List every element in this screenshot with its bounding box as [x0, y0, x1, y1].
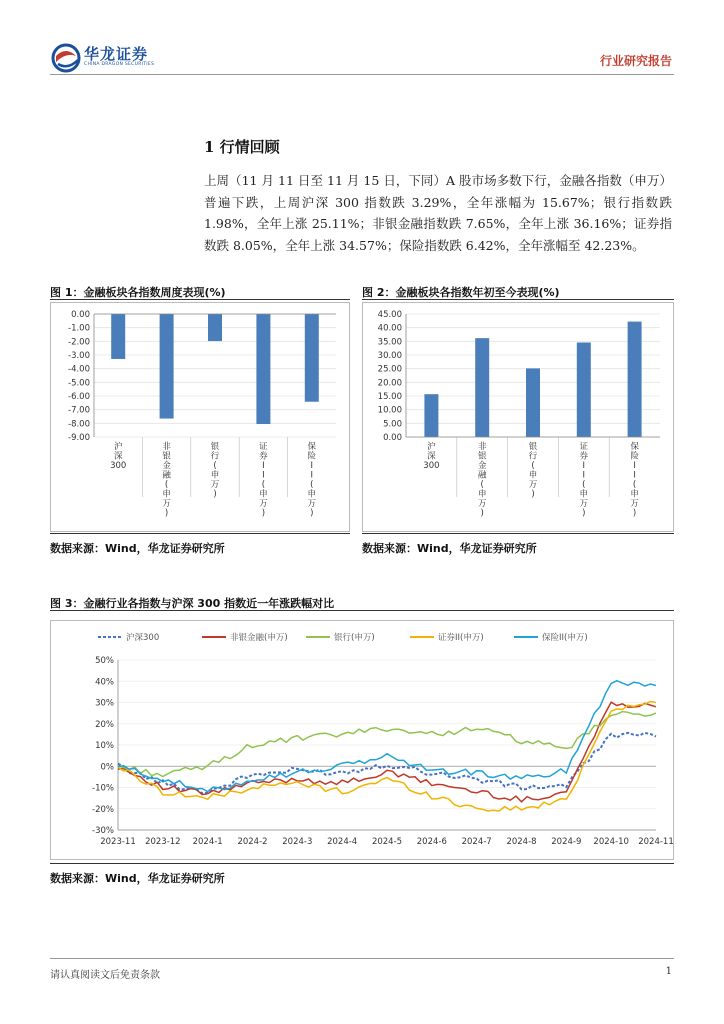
- y-tick-label: 20.00: [377, 378, 402, 389]
- y-tick-label: -7.00: [68, 405, 90, 416]
- fig1-bottom-rule: [50, 533, 350, 534]
- bar: [577, 343, 591, 437]
- fig1-chart: [50, 302, 350, 532]
- y-tick-label: -3.00: [68, 351, 90, 361]
- x-category-label: 证券 I I (申万): [259, 442, 268, 519]
- x-category-label: 沪深 300: [110, 442, 127, 471]
- fig3-bottom-rule: [50, 863, 674, 864]
- legend-label: 非银金融(申万): [230, 633, 288, 643]
- x-tick-label: 2024-6: [416, 837, 447, 847]
- bar: [526, 368, 540, 437]
- bar: [256, 314, 270, 424]
- fig3-title-rule: [50, 610, 674, 611]
- bar: [111, 314, 125, 359]
- legend-label: 银行(申万): [334, 633, 375, 643]
- y-tick-label: 45.00: [377, 310, 402, 320]
- x-category-label: 沪深 300: [423, 442, 440, 471]
- x-tick-label: 2024-5: [371, 837, 403, 847]
- bar: [208, 314, 222, 341]
- x-tick-label: 2024-1: [192, 837, 223, 847]
- y-tick-label: -8.00: [68, 419, 90, 430]
- x-tick-label: 2024-3: [282, 837, 313, 847]
- page-number: 1: [665, 966, 672, 977]
- x-category-label: 非银金融(申万): [477, 442, 487, 519]
- bar: [160, 314, 174, 419]
- x-tick-label: 2024-2: [237, 837, 268, 847]
- bar: [628, 322, 642, 437]
- x-tick-label: 2024-8: [506, 837, 537, 847]
- chart-frame: [51, 621, 674, 860]
- legend-label: 证券II(申万): [438, 633, 484, 643]
- y-tick-label: -20%: [92, 804, 114, 815]
- x-category-label: 非银金融(申万): [162, 442, 171, 519]
- x-tick-label: 2023-12: [145, 837, 181, 847]
- x-tick-label: 2024-7: [461, 837, 492, 847]
- y-tick-label: 0.00: [383, 433, 402, 443]
- disclaimer-note: 请认真阅读文后免责条款: [50, 970, 160, 981]
- legend-label: 沪深300: [126, 633, 160, 643]
- bar: [305, 314, 319, 402]
- report-type: 行业研究报告: [599, 54, 672, 68]
- y-tick-label: 15.00: [377, 392, 402, 402]
- bar: [475, 338, 489, 437]
- x-category-label: 保险 I I (申万): [307, 442, 317, 519]
- y-tick-label: 35.00: [377, 337, 402, 348]
- fig2-source: 数据来源：Wind，华龙证券研究所: [362, 542, 537, 555]
- y-tick-label: -5.00: [68, 378, 90, 389]
- fig1-title: 图 1：金融板块各指数周度表现(%): [50, 286, 226, 299]
- market-review-paragraph: 上周（11 月 11 日至 11 月 15 日，下同）A 股市场多数下行，金融各指数（申万）普遍下跌，上周沪深 300 指数跌 3.29%，全年涨幅为 15.67%；银行指数跌 1.98%，全年上涨 25.11%；非银金融指数跌 7.65%，全年上涨 36.16%；证券指数跌 8.05%，全年上涨 34.57%；保险指数跌 6.42%，全年涨幅至 42.23%。: [204, 173, 672, 253]
- x-category-label: 银行(申万): [210, 442, 220, 500]
- y-tick-label: 20%: [95, 719, 114, 730]
- header-divider: [50, 74, 674, 75]
- fig2-chart: [362, 302, 674, 532]
- y-tick-label: 30.00: [377, 351, 402, 361]
- fig2-bottom-rule: [362, 533, 674, 534]
- y-tick-label: -4.00: [68, 364, 90, 375]
- y-tick-label: -30%: [92, 826, 114, 836]
- x-tick-label: 2024-10: [593, 837, 629, 847]
- legend-label: 保险II(申万): [542, 633, 588, 643]
- chart-frame: [363, 303, 674, 532]
- x-tick-label: 2024-4: [327, 837, 358, 847]
- fig2-title-rule: [362, 299, 674, 300]
- y-tick-label: -1.00: [68, 323, 90, 334]
- fig1-source: 数据来源：Wind，华龙证券研究所: [50, 542, 225, 555]
- x-tick-label: 2023-11: [100, 837, 136, 847]
- x-category-label: 保险 I I (申万): [630, 442, 639, 519]
- x-tick-label: 2024-11: [638, 837, 674, 847]
- fig2-title: 图 2：金融板块各指数年初至今表现(%): [362, 286, 560, 299]
- y-tick-label: 10%: [95, 741, 114, 751]
- y-tick-label: -2.00: [68, 337, 90, 348]
- x-category-label: 银行(申万): [528, 442, 538, 500]
- fig3-title: 图 3：金融行业各指数与沪深 300 指数近一年涨跌幅对比: [50, 597, 335, 610]
- y-tick-label: 5.00: [383, 419, 402, 430]
- y-tick-label: 0%: [100, 762, 114, 773]
- y-tick-label: -9.00: [68, 433, 90, 443]
- footer-divider: [50, 958, 674, 959]
- y-tick-label: 30%: [95, 698, 114, 709]
- y-tick-label: 10.00: [377, 405, 402, 416]
- y-tick-label: -6.00: [68, 392, 90, 402]
- bar: [424, 394, 438, 437]
- brand-subtitle: CHINA DRAGON SECURITIES: [84, 62, 155, 67]
- x-tick-label: 2024-9: [551, 837, 582, 847]
- y-tick-label: 50%: [95, 656, 114, 666]
- fig3-chart: [50, 620, 674, 860]
- brand-name: 华龙证券: [84, 45, 149, 63]
- fig1-title-rule: [50, 299, 350, 300]
- section-title: 1 行情回顾: [204, 138, 280, 156]
- y-tick-label: 40%: [95, 677, 114, 688]
- y-tick-label: 25.00: [377, 364, 402, 375]
- chart-frame: [51, 303, 350, 532]
- y-tick-label: 40.00: [377, 323, 402, 334]
- y-tick-label: 0.00: [71, 310, 90, 320]
- fig3-source: 数据来源：Wind，华龙证券研究所: [50, 872, 225, 885]
- y-tick-label: -10%: [92, 783, 114, 794]
- x-category-label: 证券 I I (申万): [579, 442, 589, 519]
